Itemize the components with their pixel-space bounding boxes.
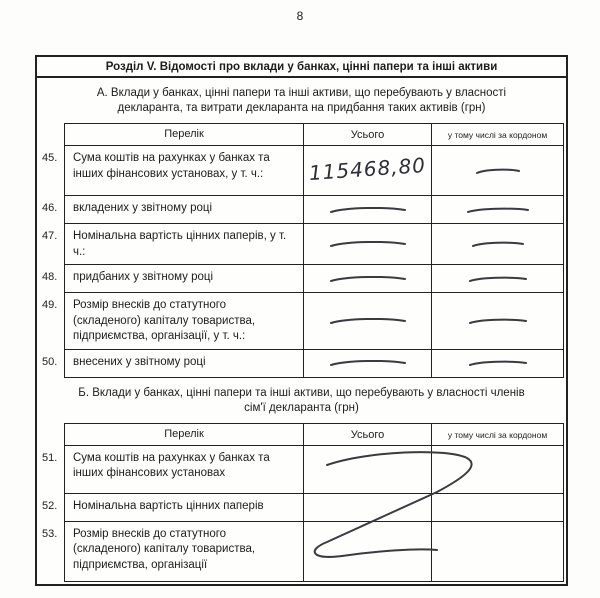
table-row — [37, 146, 566, 196]
header-list: Перелік — [64, 423, 304, 446]
row-number: 47. — [42, 230, 58, 243]
abroad-cell — [432, 196, 564, 224]
section-title: Розділ V. Відомості про вклади у банках, цінні папери та інші активи — [37, 57, 566, 78]
total-cell — [304, 522, 432, 582]
row-number: 53. — [42, 527, 58, 540]
header-abroad: у тому числі за кордоном — [432, 423, 564, 446]
handwritten-dash-icon — [328, 315, 408, 327]
handwritten-dash-icon — [465, 205, 531, 215]
row-number-gutter — [37, 123, 64, 146]
part-b-table — [37, 423, 566, 582]
row-label: Номінальна вартість цінних паперів — [64, 494, 304, 522]
handwritten-dash-icon — [467, 274, 529, 284]
header-total: Усього — [304, 123, 432, 146]
row-label: Сума коштів на рахунках у банках та інших фінансових установах, у т. ч.: — [64, 146, 304, 196]
row-number: 45. — [42, 152, 58, 165]
handwritten-dash-icon — [328, 238, 408, 250]
handwritten-dash-icon — [474, 166, 522, 176]
row-number: 49. — [42, 299, 58, 312]
total-cell — [304, 224, 432, 265]
abroad-cell — [432, 350, 564, 378]
header-list: Перелік — [64, 123, 304, 146]
table-header-row — [37, 123, 566, 146]
total-cell — [304, 146, 432, 196]
table-row — [37, 446, 566, 494]
row-label: внесених у звітному році — [64, 350, 304, 378]
part-a-table — [37, 123, 566, 377]
abroad-cell — [432, 293, 564, 350]
abroad-cell — [432, 446, 564, 494]
table-row — [37, 293, 566, 350]
handwritten-dash-icon — [467, 358, 529, 368]
total-cell — [304, 265, 432, 293]
table-row — [37, 224, 566, 265]
handwritten-dash-icon — [467, 316, 529, 326]
part-b-intro: Б. Вклади у банках, цінні папери та інші активи, що перебувають у власності членів сім'ї декларанта (грн) — [78, 386, 525, 414]
row-number-gutter — [37, 423, 64, 446]
table-row — [37, 522, 566, 582]
abroad-cell — [432, 522, 564, 582]
row-number: 48. — [42, 271, 58, 284]
row-number: 46. — [42, 202, 58, 215]
table-header-row — [37, 423, 566, 446]
total-cell — [304, 446, 432, 494]
table-row — [37, 196, 566, 224]
abroad-cell — [432, 494, 564, 522]
handwritten-dash-icon — [328, 273, 408, 285]
table-row — [37, 494, 566, 522]
row-label: Сума коштів на рахунках у банках та інших фінансових установах — [64, 446, 304, 494]
total-cell — [304, 196, 432, 224]
total-cell — [304, 350, 432, 378]
handwritten-amount: 115468,80 — [308, 152, 427, 185]
row-label: Номінальна вартість цінних паперів, у т. ч.: — [64, 224, 304, 265]
total-cell — [304, 494, 432, 522]
row-label: вкладених у звітному році — [64, 196, 304, 224]
handwritten-dash-icon — [470, 239, 526, 249]
handwritten-dash-icon — [328, 357, 408, 369]
row-number: 51. — [42, 451, 58, 464]
header-total: Усього — [304, 423, 432, 446]
table-row — [37, 350, 566, 378]
page-number: 8 — [296, 9, 304, 23]
row-label: Розмір внесків до статутного (складеного) капіталу товариства, підприємства, організації — [64, 522, 304, 582]
abroad-cell — [432, 146, 564, 196]
section-v-form — [35, 55, 568, 586]
header-abroad: у тому числі за кордоном — [432, 123, 564, 146]
handwritten-dash-icon — [328, 204, 408, 216]
total-cell — [304, 293, 432, 350]
row-number: 52. — [42, 499, 58, 512]
row-number: 50. — [42, 355, 58, 368]
table-row — [37, 265, 566, 293]
part-a-intro: А. Вклади у банках, цінні папери та інші активи, що перебувають у власності декларанта, та витрати декларанта на придбання таких активів (грн) — [96, 87, 507, 115]
abroad-cell — [432, 265, 564, 293]
row-label: придбаних у звітному році — [64, 265, 304, 293]
row-label: Розмір внесків до статутного (складеного) капіталу товариства, підприємства, організації, у т. ч.: — [64, 293, 304, 350]
abroad-cell — [432, 224, 564, 265]
